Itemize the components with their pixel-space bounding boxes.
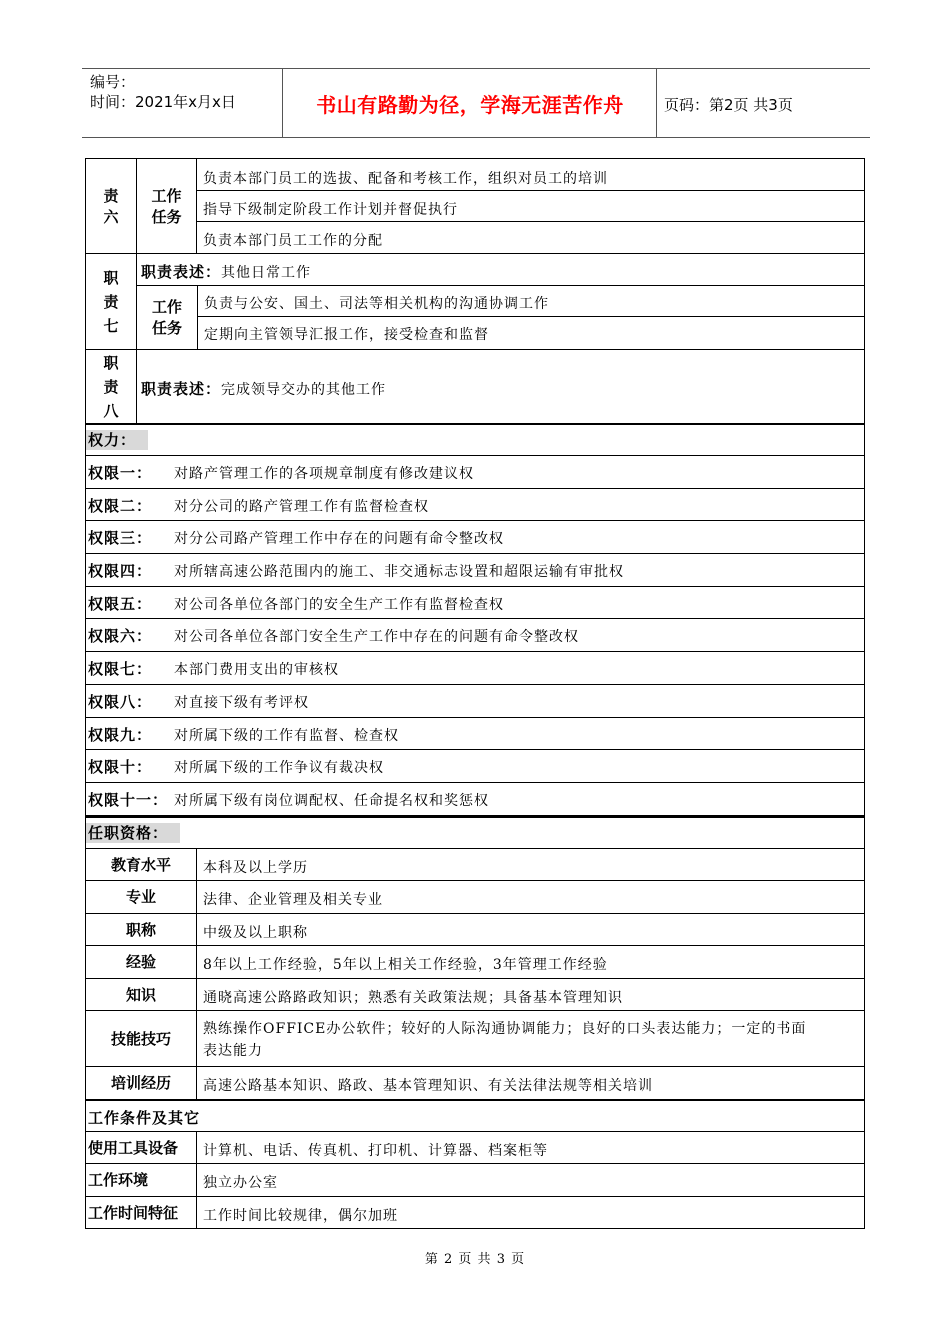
condition-row bbox=[85, 1196, 865, 1230]
qualifications-list bbox=[85, 848, 865, 1099]
duty-seven-label: 职 责 七 bbox=[103, 268, 119, 335]
power-label: 权限二： bbox=[88, 496, 153, 515]
statement-label: 职责表述： bbox=[141, 380, 222, 398]
header-divider bbox=[656, 69, 657, 137]
power-label: 权限四： bbox=[88, 562, 153, 581]
power-text: 对分公司路产管理工作中存在的问题有命令整改权 bbox=[174, 531, 504, 548]
task-text: 指导下级制定阶段工作计划并督促执行 bbox=[203, 202, 458, 218]
duty-seven-block bbox=[85, 253, 865, 349]
power-row bbox=[85, 553, 865, 586]
qualification-text: 熟练操作OFFICE办公软件；较好的人际沟通协调能力；良好的口头表达能力；一定的书面 bbox=[203, 1021, 807, 1038]
power-row bbox=[85, 586, 865, 619]
power-row bbox=[85, 782, 865, 816]
statement-text: 完成领导交办的其他工作 bbox=[221, 382, 387, 398]
conditions-list bbox=[85, 1131, 865, 1230]
page-header bbox=[82, 68, 870, 138]
condition-value bbox=[196, 1132, 864, 1164]
qualifications-title: 任职资格： bbox=[86, 823, 180, 843]
qualification-label: 职称 bbox=[125, 920, 156, 939]
header-divider bbox=[282, 69, 283, 137]
qualification-label: 技能技巧 bbox=[110, 1030, 171, 1049]
power-label: 权限六： bbox=[88, 627, 153, 646]
power-text: 对所属下级的工作有监督、检查权 bbox=[174, 727, 399, 744]
duty-six-label: 责 六 bbox=[103, 187, 119, 226]
power-label: 权限十： bbox=[88, 758, 153, 777]
duty-eight-block bbox=[85, 349, 865, 423]
power-label: 权限一： bbox=[88, 464, 153, 482]
power-text: 对所辖高速公路范围内的施工、非交通标志设置和超限运输有审批权 bbox=[174, 564, 624, 581]
power-text: 对所属下级的工作争议有裁决权 bbox=[174, 760, 384, 777]
powers-section-header bbox=[85, 423, 865, 455]
duty-statement-row bbox=[137, 254, 864, 286]
page-footer: 第 2 页 共 3 页 bbox=[424, 1252, 526, 1267]
condition-label: 工作时间特征 bbox=[88, 1203, 179, 1222]
condition-label: 工作环境 bbox=[88, 1171, 149, 1190]
conditions-section-header bbox=[85, 1099, 865, 1131]
header-page-number: 页码：第2页 共3页 bbox=[664, 96, 793, 114]
qualification-value bbox=[196, 979, 864, 1011]
power-row bbox=[85, 488, 865, 521]
task-row bbox=[197, 221, 864, 253]
header-motto: 书山有路勤为径，学海无涯苦作舟 bbox=[316, 93, 624, 117]
power-text: 对路产管理工作的各项规章制度有修改建议权 bbox=[174, 466, 474, 482]
condition-text: 计算机、电话、传真机、打印机、计算器、档案柜等 bbox=[203, 1142, 548, 1159]
power-label: 权限八： bbox=[88, 692, 153, 711]
condition-label: 使用工具设备 bbox=[88, 1138, 179, 1157]
conditions-title: 工作条件及其它 bbox=[88, 1108, 201, 1127]
power-label: 权限十一： bbox=[88, 790, 169, 809]
power-text: 对公司各单位各部门的安全生产工作有监督检查权 bbox=[174, 596, 504, 613]
duty-six-task-list bbox=[196, 159, 864, 253]
powers-list bbox=[85, 455, 865, 816]
qualification-row bbox=[85, 1010, 865, 1066]
duty-seven-task-label: 工作 任务 bbox=[151, 298, 182, 337]
qualification-value bbox=[196, 849, 864, 881]
condition-value bbox=[196, 1164, 864, 1196]
task-text: 负责与公安、国土、司法等相关机构的沟通协调工作 bbox=[204, 296, 549, 312]
qualification-label: 经验 bbox=[125, 953, 156, 972]
power-text: 对分公司的路产管理工作有监督检查权 bbox=[174, 498, 429, 515]
power-label: 权限七： bbox=[88, 660, 153, 679]
qualification-value bbox=[196, 881, 864, 913]
power-text: 对所属下级有岗位调配权、任命提名权和奖惩权 bbox=[174, 792, 489, 809]
power-label: 权限九： bbox=[88, 725, 153, 744]
qualifications-section-header bbox=[85, 816, 865, 848]
duty-eight-label: 职 责 八 bbox=[103, 353, 119, 420]
qualification-text: 高速公路基本知识、路政、基本管理知识、有关法律法规等相关培训 bbox=[203, 1078, 653, 1095]
qualification-row bbox=[85, 978, 865, 1011]
duty-statement-row bbox=[136, 350, 864, 423]
power-label: 权限三： bbox=[88, 529, 153, 548]
duty-seven-content bbox=[136, 254, 864, 349]
condition-row bbox=[85, 1131, 865, 1164]
qualification-value bbox=[196, 1011, 864, 1066]
condition-text: 独立办公室 bbox=[203, 1175, 278, 1192]
task-text: 负责本部门员工工作的分配 bbox=[203, 233, 383, 249]
qualification-value bbox=[196, 1067, 864, 1099]
statement-label: 职责表述： bbox=[141, 263, 222, 281]
duty-six-task-label: 工作 任务 bbox=[136, 159, 196, 253]
task-row bbox=[197, 159, 864, 191]
qualification-text: 法律、企业管理及相关专业 bbox=[203, 892, 383, 909]
qualification-row bbox=[85, 913, 865, 946]
power-text: 本部门费用支出的审核权 bbox=[174, 662, 339, 679]
task-row bbox=[198, 316, 864, 349]
qualification-text: 本科及以上学历 bbox=[203, 859, 308, 876]
power-text: 对直接下级有考评权 bbox=[174, 694, 309, 711]
qualification-value bbox=[196, 946, 864, 978]
powers-title: 权力： bbox=[86, 430, 148, 450]
statement-text: 其他日常工作 bbox=[221, 265, 312, 281]
condition-text: 工作时间比较规律，偶尔加班 bbox=[203, 1207, 398, 1224]
doc-number-label: 编号： bbox=[90, 73, 136, 91]
qualification-value bbox=[196, 914, 864, 946]
job-description-table bbox=[85, 158, 865, 1229]
power-row bbox=[85, 684, 865, 717]
qualification-label: 专业 bbox=[125, 888, 156, 907]
task-row bbox=[198, 285, 864, 317]
power-label: 权限五： bbox=[88, 594, 153, 613]
qualification-label: 知识 bbox=[125, 985, 156, 1004]
doc-time-label: 时间：2021年x月x日 bbox=[90, 93, 236, 111]
qualification-text: 通晓高速公路路政知识；熟悉有关政策法规；具备基本管理知识 bbox=[203, 989, 623, 1006]
qualification-row bbox=[85, 1066, 865, 1099]
power-text: 对公司各单位各部门安全生产工作中存在的问题有命令整改权 bbox=[174, 629, 579, 646]
task-text: 定期向主管领导汇报工作，接受检查和监督 bbox=[204, 327, 489, 343]
qualification-label: 教育水平 bbox=[110, 855, 171, 874]
qualification-text: 中级及以上职称 bbox=[203, 924, 308, 941]
duty-six-block bbox=[85, 158, 865, 253]
power-row bbox=[85, 749, 865, 782]
condition-value bbox=[196, 1197, 864, 1229]
power-row bbox=[85, 618, 865, 651]
power-row bbox=[85, 717, 865, 750]
duty-seven-task-list bbox=[197, 285, 864, 349]
power-row bbox=[85, 455, 865, 488]
qualification-text: 8年以上工作经验，5年以上相关工作经验，3年管理工作经验 bbox=[203, 957, 608, 974]
qualification-row bbox=[85, 880, 865, 913]
qualification-text-continued: 表达能力 bbox=[203, 1043, 263, 1060]
qualification-row bbox=[85, 945, 865, 978]
power-row bbox=[85, 651, 865, 684]
qualification-row bbox=[85, 848, 865, 881]
condition-row bbox=[85, 1163, 865, 1196]
qualification-label: 培训经历 bbox=[110, 1074, 171, 1093]
task-text: 负责本部门员工的选拔、配备和考核工作，组织对员工的培训 bbox=[203, 171, 608, 187]
task-row bbox=[197, 190, 864, 222]
power-row bbox=[85, 520, 865, 553]
